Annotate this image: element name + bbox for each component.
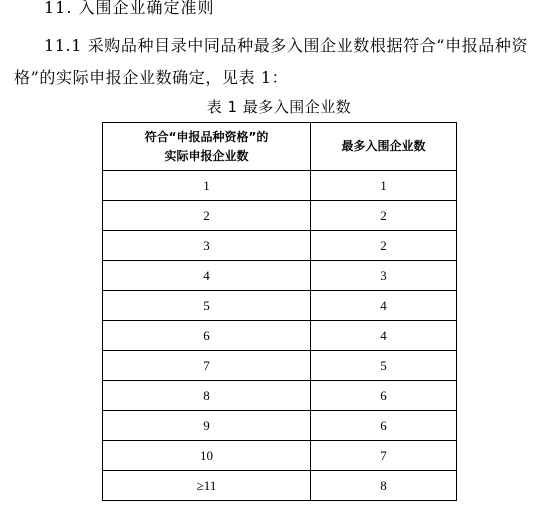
table-header-row	[103, 123, 457, 171]
table-caption: 表 1 最多入围企业数	[206, 98, 352, 116]
table-row	[103, 261, 457, 291]
header-max-enterprises: 最多入围企业数	[311, 123, 457, 171]
cell-max: 1	[311, 171, 457, 201]
table-row	[103, 231, 457, 261]
cell-max: 5	[311, 351, 457, 381]
table-row	[103, 441, 457, 471]
table-row	[103, 471, 457, 501]
section-heading: 11. 入围企业确定准则	[44, 0, 215, 17]
rule-paragraph: 11.1 采购品种目录中同品种最多入围企业数根据符合“申报品种资格”的实际申报企业数确定，见表 1：	[14, 36, 529, 87]
cell-max: 2	[311, 201, 457, 231]
cell-applicants: 6	[103, 321, 311, 351]
cell-max: 7	[311, 441, 457, 471]
cell-max: 6	[311, 381, 457, 411]
header-applicants	[103, 123, 311, 171]
cell-max: 3	[311, 261, 457, 291]
cell-max: 2	[311, 231, 457, 261]
enterprise-table	[102, 122, 457, 501]
cell-max: 6	[311, 411, 457, 441]
header-applicants-line2: 实际申报企业数	[164, 148, 249, 163]
table-row	[103, 321, 457, 351]
table-row	[103, 291, 457, 321]
cell-max: 8	[311, 471, 457, 501]
cell-applicants: 7	[103, 351, 311, 381]
table-row	[103, 411, 457, 441]
cell-applicants: 4	[103, 261, 311, 291]
cell-applicants: 3	[103, 231, 311, 261]
table-row	[103, 381, 457, 411]
table-row	[103, 171, 457, 201]
cell-applicants: 10	[103, 441, 311, 471]
table-row	[103, 351, 457, 381]
cell-applicants: 1	[103, 171, 311, 201]
cell-applicants: 5	[103, 291, 311, 321]
cell-applicants: 9	[103, 411, 311, 441]
cell-max: 4	[311, 291, 457, 321]
table-row	[103, 201, 457, 231]
cell-applicants: 8	[103, 381, 311, 411]
cell-max: 4	[311, 321, 457, 351]
header-applicants-line1: 符合“申报品种资格”的	[144, 129, 269, 144]
cell-applicants: 2	[103, 201, 311, 231]
cell-applicants: ≥11	[103, 471, 311, 501]
